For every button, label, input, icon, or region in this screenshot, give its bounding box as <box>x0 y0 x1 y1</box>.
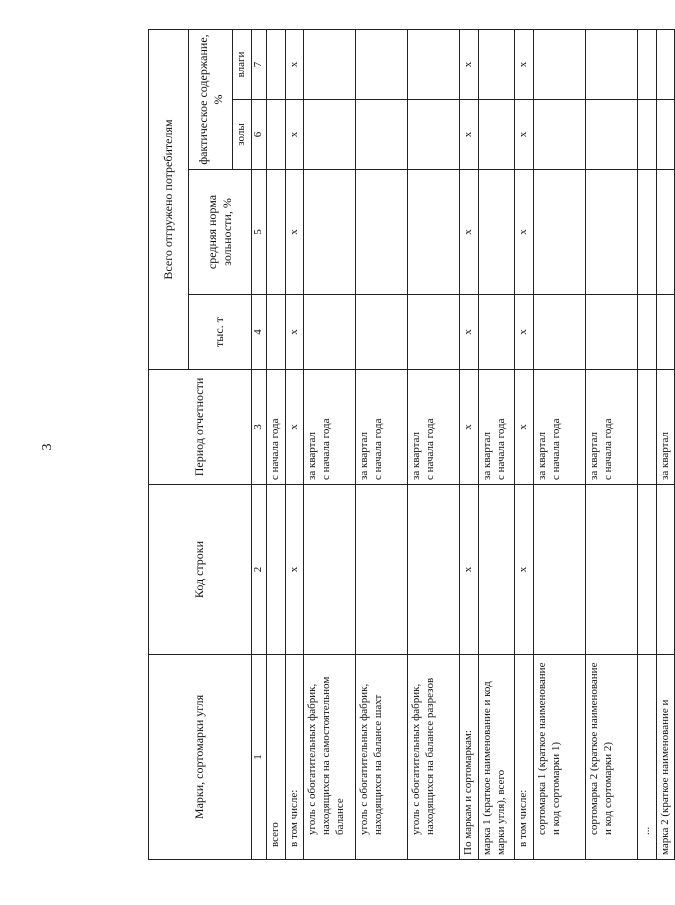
table-row <box>356 30 408 860</box>
cell-ash-norm <box>585 170 637 295</box>
cell-ash <box>637 100 656 170</box>
header-period: Период отчетности <box>149 370 252 485</box>
column-number: 4 <box>251 295 266 370</box>
header-ash-norm: средняя норма зольности, % <box>189 170 252 295</box>
row-code <box>585 485 637 655</box>
cell-tons <box>408 295 460 370</box>
cell-ash <box>479 100 515 170</box>
cell-moisture <box>656 30 675 100</box>
cell-ash-norm: x <box>515 170 534 295</box>
cell-moisture <box>266 30 285 100</box>
cell-ash: x <box>285 100 304 170</box>
row-period <box>637 370 656 485</box>
row-label: По маркам и сортомаркам: <box>460 655 479 860</box>
table-row <box>304 30 356 860</box>
row-period: x <box>285 370 304 485</box>
rotated-sheet <box>148 30 671 860</box>
row-label: сортомарка 2 (краткое наименование и код сортомарки 2) <box>585 655 637 860</box>
cell-ash-norm <box>356 170 408 295</box>
row-period: за квартал с начала года <box>479 370 515 485</box>
table-stage <box>148 30 671 860</box>
cell-ash <box>585 100 637 170</box>
cell-tons <box>585 295 637 370</box>
cell-ash <box>656 100 675 170</box>
cell-ash: x <box>460 100 479 170</box>
row-label: всего <box>266 655 285 860</box>
cell-ash-norm <box>408 170 460 295</box>
page-number: 3 <box>40 443 55 451</box>
row-period: за квартал с начала года <box>585 370 637 485</box>
cell-moisture <box>637 30 656 100</box>
header-moisture: влаги <box>233 30 252 100</box>
cell-tons: x <box>285 295 304 370</box>
cell-moisture <box>356 30 408 100</box>
cell-moisture <box>585 30 637 100</box>
row-label: ... <box>637 655 656 860</box>
cell-moisture <box>304 30 356 100</box>
cell-tons <box>656 295 675 370</box>
row-label: уголь с обогатительных фабрик, находящихся на балансе шахт <box>356 655 408 860</box>
cell-ash-norm <box>656 170 675 295</box>
row-label: марка 2 (краткое наименование и <box>656 655 675 860</box>
cell-tons <box>356 295 408 370</box>
cell-ash <box>408 100 460 170</box>
header-shipped: Всего отгружено потребителям <box>149 30 189 370</box>
shipment-table <box>148 29 675 860</box>
cell-tons <box>266 295 285 370</box>
cell-ash-norm <box>479 170 515 295</box>
table-row <box>460 30 479 860</box>
row-code: x <box>460 485 479 655</box>
table-row <box>533 30 585 860</box>
cell-moisture: x <box>285 30 304 100</box>
cell-ash: x <box>515 100 534 170</box>
row-label: уголь с обогатительных фабрик, находящихся на балансе разрезов <box>408 655 460 860</box>
table-row <box>656 30 675 860</box>
cell-moisture: x <box>515 30 534 100</box>
row-code <box>637 485 656 655</box>
header-row-code: Код строки <box>149 485 252 655</box>
table-row <box>266 30 285 860</box>
column-number: 7 <box>251 30 266 100</box>
cell-moisture: x <box>460 30 479 100</box>
header-grade: Марки, сортомарки угля <box>149 655 252 860</box>
cell-moisture <box>479 30 515 100</box>
row-code: x <box>285 485 304 655</box>
header-ash: золы <box>233 100 252 170</box>
cell-ash-norm <box>266 170 285 295</box>
table-row <box>515 30 534 860</box>
cell-tons: x <box>515 295 534 370</box>
cell-tons: x <box>460 295 479 370</box>
row-period: за квартал с начала года <box>533 370 585 485</box>
row-period: x <box>515 370 534 485</box>
table-row <box>285 30 304 860</box>
cell-ash-norm <box>637 170 656 295</box>
cell-tons <box>637 295 656 370</box>
header-tons: тыс. т <box>189 295 252 370</box>
cell-moisture <box>533 30 585 100</box>
cell-ash-norm: x <box>460 170 479 295</box>
row-code: x <box>515 485 534 655</box>
column-number: 3 <box>251 370 266 485</box>
cell-moisture <box>408 30 460 100</box>
column-numbers-row <box>251 30 266 860</box>
table-row <box>479 30 515 860</box>
cell-tons <box>304 295 356 370</box>
cell-ash-norm <box>304 170 356 295</box>
cell-tons <box>533 295 585 370</box>
cell-ash <box>533 100 585 170</box>
row-label: сортомарка 1 (краткое наименование и код сортомарки 1) <box>533 655 585 860</box>
row-code <box>266 485 285 655</box>
row-period: с начала года <box>266 370 285 485</box>
row-code <box>656 485 675 655</box>
row-label: уголь с обогатительных фабрик, находящихся на самостоятельном балансе <box>304 655 356 860</box>
row-label: марка 1 (краткое наименование и код марки угля), всего <box>479 655 515 860</box>
table-row <box>585 30 637 860</box>
row-period: за квартал <box>656 370 675 485</box>
cell-ash-norm: x <box>285 170 304 295</box>
row-period: за квартал с начала года <box>304 370 356 485</box>
row-code <box>304 485 356 655</box>
cell-tons <box>479 295 515 370</box>
row-code <box>479 485 515 655</box>
row-period: за квартал с начала года <box>408 370 460 485</box>
column-number: 1 <box>251 655 266 860</box>
column-number: 6 <box>251 100 266 170</box>
row-code <box>356 485 408 655</box>
header-actual: фактическое содержание, % <box>189 30 233 170</box>
row-label: в том числе: <box>285 655 304 860</box>
cell-ash <box>266 100 285 170</box>
column-number: 5 <box>251 170 266 295</box>
row-label: в том числе: <box>515 655 534 860</box>
cell-ash-norm <box>533 170 585 295</box>
row-period: за квартал с начала года <box>356 370 408 485</box>
table-row <box>408 30 460 860</box>
row-code <box>408 485 460 655</box>
table-row <box>637 30 656 860</box>
row-period: x <box>460 370 479 485</box>
row-code <box>533 485 585 655</box>
cell-ash <box>356 100 408 170</box>
cell-ash <box>304 100 356 170</box>
column-number: 2 <box>251 485 266 655</box>
